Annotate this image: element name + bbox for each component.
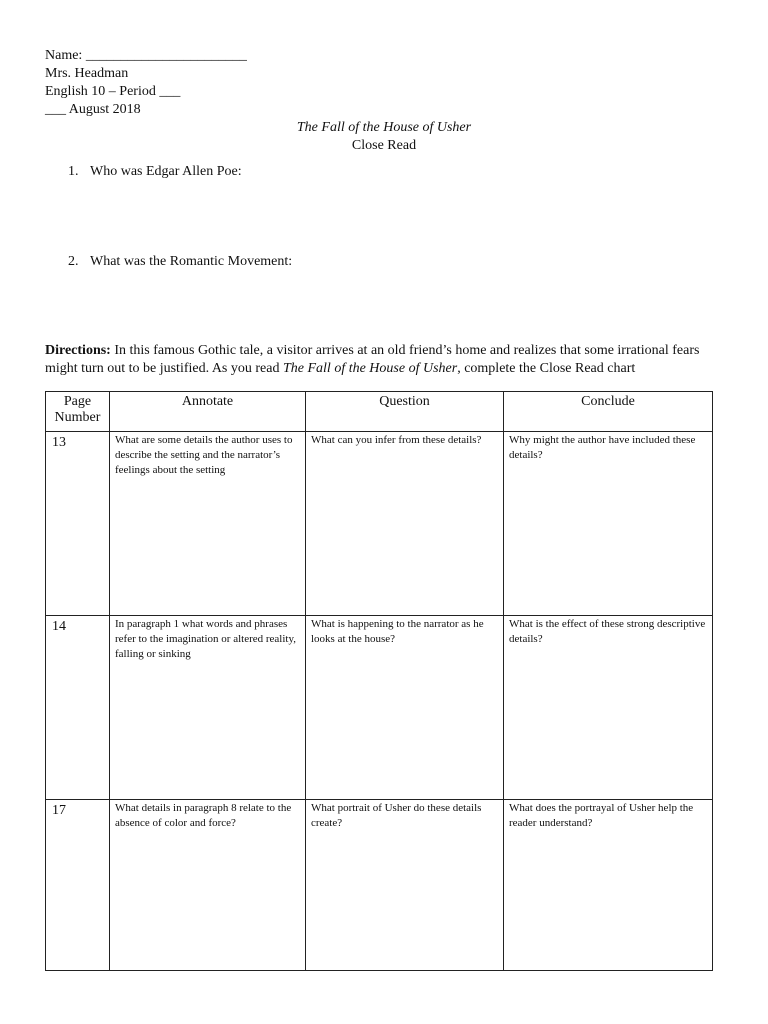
directions-label: Directions: (45, 343, 111, 358)
annotate-cell[interactable]: What details in paragraph 8 relate to the absence of color and force? (110, 800, 306, 971)
question-text: Who was Edgar Allen Poe: (90, 164, 242, 179)
question-1 (68, 163, 242, 181)
annotate-cell[interactable]: What are some details the author uses to describe the setting and the narrator’s feelings about the setting (110, 432, 306, 616)
student-header (45, 47, 247, 119)
table-header-row (46, 392, 713, 432)
page-number-cell: 17 (46, 800, 110, 971)
name-line: Name: _______________________ (45, 48, 247, 63)
question-number: 1. (68, 164, 79, 179)
page-number-cell: 13 (46, 432, 110, 616)
question-2 (68, 253, 292, 271)
annotate-cell[interactable]: In paragraph 1 what words and phrases refer to the imagination or altered reality, falling or sinking (110, 616, 306, 800)
directions-text-before: In this famous Gothic tale, a visitor arrives at an old friend’s home and realizes that some irrational fears might turn out to be justified. As you read (45, 343, 700, 376)
directions-text-after: , complete the Close Read chart (457, 361, 636, 376)
question-cell[interactable]: What can you infer from these details? (306, 432, 504, 616)
date-line: ___ August 2018 (45, 102, 141, 117)
table-row (46, 800, 713, 971)
header-question: Question (306, 392, 504, 432)
close-read-chart (45, 391, 713, 971)
title-block (0, 119, 768, 155)
worksheet-subtitle: Close Read (351, 138, 417, 153)
table-row (46, 432, 713, 616)
directions-work-title: The Fall of the House of Usher (282, 361, 458, 376)
question-cell[interactable]: What portrait of Usher do these details create? (306, 800, 504, 971)
table-row (46, 616, 713, 800)
question-cell[interactable]: What is happening to the narrator as he looks at the house? (306, 616, 504, 800)
class-period-line: English 10 – Period ___ (45, 84, 181, 99)
directions-paragraph (45, 342, 725, 378)
conclude-cell[interactable]: What does the portrayal of Usher help the reader understand? (504, 800, 713, 971)
header-annotate: Annotate (110, 392, 306, 432)
question-text: What was the Romantic Movement: (90, 254, 293, 269)
teacher-name: Mrs. Headman (45, 66, 129, 81)
page-number-cell: 14 (46, 616, 110, 800)
question-number: 2. (68, 254, 79, 269)
conclude-cell[interactable]: What is the effect of these strong descriptive details? (504, 616, 713, 800)
work-title: The Fall of the House of Usher (296, 120, 472, 135)
header-conclude: Conclude (504, 392, 713, 432)
conclude-cell[interactable]: Why might the author have included these details? (504, 432, 713, 616)
header-page-number: Page Number (46, 392, 110, 432)
